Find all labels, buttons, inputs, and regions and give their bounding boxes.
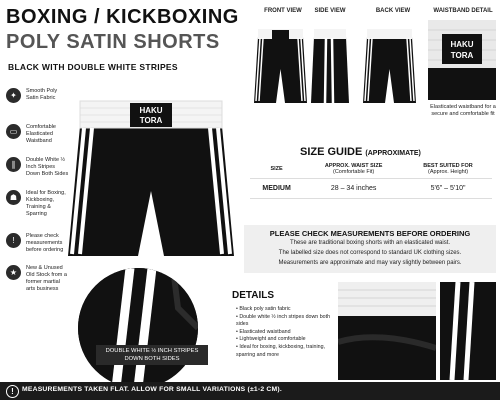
list-item: • Double white ½ inch stripes down both sides [236,314,331,329]
check-title: PLEASE CHECK MEASUREMENTS BEFORE ORDERING [269,229,471,238]
col-suited-label: BEST SUITED FOR [423,163,473,169]
kick-icon: ☗ [6,190,21,205]
list-item: • Black poly satin fabric [236,306,331,314]
check-line-1: These are traditional boxing shorts with an elasticated waist. [289,240,451,246]
table-header-row [250,160,492,179]
feature-text: Please check measurements before ordering [26,233,64,253]
feature-text: Comfortable Elasticated Waistband [26,124,56,144]
feature-text: Double White ½ Inch Stripes Down Both Sides [26,157,69,177]
feature-text: New & Unused Old Stock from a former martial arts business [26,265,67,292]
brand-detail-line1: HAKU [450,40,474,49]
front-view-heading: FRONT VIEW [264,8,302,14]
warning-icon: ! [6,233,21,248]
list-item: • Ideal for boxing, kickboxing, training, sparring and more [236,344,331,359]
brand-line1: HAKU [139,106,163,115]
size-guide-title-text: SIZE GUIDE [300,146,363,158]
cell-height: 5'6" – 5'10" [404,179,492,199]
page-title-line2: POLY SATIN SHORTS [6,31,220,53]
check-line-3: Measurements are approximate and may vary slightly between pairs. [278,260,462,266]
details-title: DETAILS [232,290,275,301]
stripe-zoom-label-line2: DOWN BOTH SIDES [124,356,180,362]
stripe-zoom-label [96,345,208,365]
side-view-heading: SIDE VIEW [314,8,346,14]
size-guide-title [300,146,421,158]
size-guide-title-note: (APPROXIMATE) [365,150,421,157]
front-view-image [253,25,308,107]
back-view-heading: BACK VIEW [375,8,411,14]
col-size: SIZE [250,160,303,179]
back-view-image [362,25,417,107]
stripes-icon: ∥ [6,157,21,172]
col-waist [303,160,404,179]
list-item: • Elasticated waistband [236,329,331,337]
side-view-image [310,25,350,107]
col-suited-sub: (Approx. Height) [428,169,469,175]
brand-line2: TORA [139,116,163,125]
footer-bar [0,382,500,400]
details-list [236,306,331,359]
stripe-closeup-image [440,282,496,380]
page-subtitle: BLACK WITH DOUBLE WHITE STRIPES [8,62,178,72]
col-suited [404,160,492,179]
feature-text: Smooth Poly Satin Fabric [26,88,58,101]
brand-detail-line2: TORA [450,51,474,60]
size-guide-table [250,160,492,199]
waistband-icon: ▭ [6,124,21,139]
stripe-zoom-label-line1: DOUBLE WHITE ½ INCH STRIPES [105,348,199,354]
feature-text: Ideal for Boxing, Kickboxing, Training & Sparring [26,190,66,217]
waistband-heading: WAISTBAND DETAIL [433,8,493,14]
sparkle-icon: ✦ [6,88,21,103]
tag-icon: ★ [6,265,21,280]
footer-text: MEASUREMENTS TAKEN FLAT. ALLOW FOR SMALL VARIATIONS (±1-2 CM). [22,386,282,393]
page-title-line1: BOXING / KICKBOXING [6,6,239,28]
stripe-zoom-image [78,268,198,388]
shorts-main-image [66,96,236,271]
list-item: • Lightweight and comfortable [236,336,331,344]
waistband-detail-image [428,20,496,100]
waistband-caption: Elasticated waistband for a secure and comfortable fit [430,104,496,117]
check-line-2: The labelled size does not correspond to standard UK clothing sizes. [278,250,462,256]
cell-waist: 28 – 34 inches [303,179,404,199]
cell-size: MEDIUM [250,179,303,199]
waistband-closeup-image [338,282,436,380]
col-waist-sub: (Comfortable Fit) [333,169,375,175]
info-icon: ! [6,385,19,398]
col-waist-label: APPROX. WAIST SIZE [324,163,383,169]
table-row [250,179,492,199]
